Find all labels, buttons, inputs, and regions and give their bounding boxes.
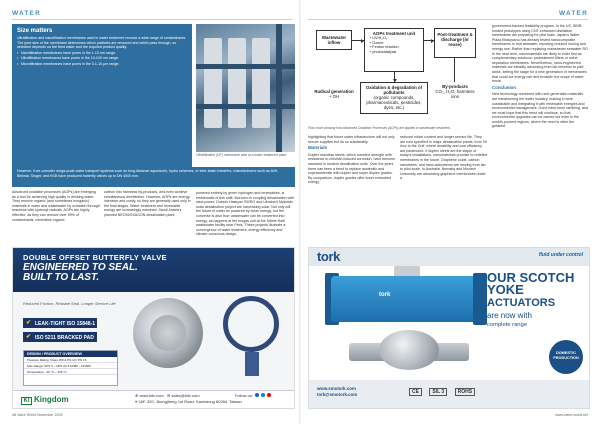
paragraph: government-backed feasibility program. In the US, SBIR-funded prototypes using CNT-enhanced distillation membranes are preparing for pilot trials. Japan's Water Plaza Kitakyushu has already tested nanocomposite membranes in real seawater, reporting reduced fouling and energy use. Rather than replacing mainstream seawater RO in the near term, nanomaterials are likely to enter first as complementary solutions: pretreatment filters or niche separation membranes. Nevertheless, nano-engineered materials are steadily advancing from lab benches to pilot tanks, setting the stage for a new generation of membranes that could cut energy use and broaden the scope of water reuse. (492, 24, 588, 84)
table-row: Pressure Rating: Class 150 & PN 10 / PN 16 (24, 357, 117, 363)
ad-website-link[interactable]: www.kifc.com (139, 393, 164, 398)
section-rule-left (12, 19, 292, 20)
tork-subline: are now with (487, 311, 532, 320)
flow-arrow (454, 58, 455, 82)
sidebar-intro: Ultrafiltration and nanofiltration membranes used in water treatment remove a wide range of contaminants. The pore size of the membrane determines which particles are removed and which pass through, so selection depends on the feed water and the required product quality. (17, 36, 187, 50)
photo-caption: Ultrafiltration (UF) membrane skid at a water treatment plant. (196, 153, 288, 157)
badge-label: ISO 5211 BRACKED PAD (35, 334, 94, 341)
table-row: Size Range: NPS 3 ~ NPS 24 & DN80 ~ DN600 (24, 363, 117, 369)
sidebar-title: Size matters (17, 28, 53, 34)
box-title: Post-treatment & discharge (or reuse) (437, 32, 473, 47)
body-column (196, 168, 295, 245)
kingdom-logo-mark: KI (21, 397, 32, 405)
mail-icon: ✉ (167, 393, 172, 398)
body-column (492, 24, 589, 245)
post-treatment-box (434, 28, 476, 58)
body-column (400, 135, 488, 245)
arrow-head (393, 79, 397, 82)
aop-flowchart (308, 24, 478, 124)
domestic-production-badge: DOMESTIC PRODUCTION (549, 340, 583, 374)
ad-tagline-line: BUILT TO LAST. (23, 272, 100, 283)
aops-unit-box (364, 28, 424, 72)
uf-membrane-photo (196, 24, 295, 152)
actuator-end-cap (473, 273, 487, 325)
page-folio-right: www.valve-world.net (555, 413, 588, 417)
address-text: 16F, 320, Jhongjheng 1st Road, Kaohsiung 80284, Taiwan (138, 398, 242, 404)
check-icon: ✔ (26, 334, 32, 340)
by-products-box (434, 82, 476, 110)
box-item: + UV/H₂O₂ (369, 36, 388, 40)
paragraph: carbon into harmless by-products, and even achieve simultaneous disinfection. However, AOPs are energy-intensive and costly, so they are generally used only in the final stages. Water treatment and renewable energy are increasingly entwined. Saudi Arabia's planned NEOM/OXAGON desalination plant, (104, 190, 191, 217)
ad-subtag: Reduced Friction, Reliable Seal, Longer Service Life (23, 301, 116, 306)
arrow-head (431, 39, 434, 43)
linkedin-icon[interactable] (255, 393, 259, 397)
kingdom-brand: Kingdom (34, 395, 69, 404)
sidebar-bullet: • Ultrafiltration membranes have pores in the 10-100 nm range. (17, 56, 187, 61)
box-item: + photocatalysis (369, 49, 397, 54)
box-title: Wastewater inflow (321, 35, 347, 45)
table-title: DESIGN / PRODUCT OVERVIEW (24, 351, 117, 357)
photo-tank (204, 38, 222, 128)
kingdom-logo (21, 395, 69, 405)
box-title: Oxidation & degradation of pollutants (365, 85, 423, 95)
paragraph: New technology combined with next-generation materials are transforming the water industry, making it more sustainable and integrating it with renewable energies and environmental management. Gone have been rambling, and we must hope that this trend will continue, so that environmental upgrades can be carried out even in the world's poorest regions, where the need is often the greatest. (492, 92, 588, 129)
sidebar-bullet: • Microfiltration membranes have pores in the 0.1-10 µm range. (17, 62, 187, 67)
tork-subline-range: complete range (487, 322, 527, 328)
ad-headline: DOUBLE OFFSET BUTTERFLY VALVE (23, 253, 167, 262)
ad-contact (135, 393, 242, 404)
valve-gearbox (245, 352, 259, 376)
conclusion-heading: Conclusion (492, 84, 516, 90)
tork-website-link[interactable]: www.smotork.com (317, 386, 356, 391)
kingdom-valve-ad[interactable] (12, 247, 295, 409)
diagram-caption: Flow chart showing how Advanced Oxidation Processes (AOPs) are applied in wastewater treatment. (308, 126, 451, 130)
globe-icon: ⊕ (135, 393, 140, 398)
rohs-mark: ROHS (455, 388, 475, 396)
page-folio-left: 48 Valve World November 2025 (12, 413, 63, 417)
facebook-icon[interactable] (261, 393, 265, 397)
tork-actuator-ad[interactable] (308, 247, 590, 409)
tork-tagline: fluid under control (538, 252, 583, 258)
youtube-icon[interactable] (267, 393, 271, 397)
leak-tight-badge (23, 318, 97, 328)
sidebar-bullets (17, 51, 187, 67)
box-title: AOPs treatment unit (372, 31, 416, 36)
scotch-yoke-actuator-image (331, 276, 481, 322)
ad-footer (13, 390, 295, 409)
tork-logo: tork (317, 249, 340, 264)
ad-tagline-line: ENGINEERED TO SEAL. (23, 262, 138, 273)
paragraph: reduced nickel content and longer service life. They are now specified in major desalination plants, from Tel Aviv to the Gulf, where durability and cost efficiency are paramount. If duplex steels are the staple of today's installations, nanomaterials promise to redefine membranes in the future. Graphene oxide, carbon nanotubes, and nano-adsorbents are moving from lab to pilot scale. In Australia, Nematiq and Monash University are advancing graphene membranes under a (400, 135, 488, 181)
box-item: + Fenton reaction (369, 45, 399, 50)
materials-heading: Materials (308, 145, 328, 151)
tork-headline: OUR SCOTCH YOKE (487, 270, 575, 297)
body-column (12, 190, 100, 245)
tork-email-link[interactable]: tork@smotork.com (317, 392, 358, 397)
sidebar-wide-text: However, if we consider mega-scale water transport systems such as long-distance aqueducts, hydro schemes, or inter-basin transfers, manufacturers such as AVK, Belimai, Singer, and KSB have produced butterfly valves up to DN 4000 mm. (12, 167, 295, 187)
check-icon: ✔ (26, 320, 32, 326)
ad-tagline (23, 263, 138, 283)
box-sub: CO₂, H₂O, harmless ions (435, 89, 475, 99)
sil-mark: SIL 3 (429, 388, 447, 396)
actuator-label: tork (379, 292, 391, 298)
ce-mark: CE (409, 388, 422, 396)
certification-row (409, 388, 481, 396)
radical-generation-box (314, 86, 354, 110)
sidebar-text (17, 36, 187, 67)
wastewater-inflow-box (316, 30, 352, 50)
social-links (235, 393, 271, 398)
page-fold (299, 0, 301, 424)
paragraph: highlighting that future water infrastructure will not only secure supplies but do so sustainably. (308, 135, 395, 144)
table-row: Temperature: -29 °C ~ 230 °C (24, 369, 117, 375)
valve-disc (150, 315, 186, 351)
badge-label: LEAK-TIGHT ISO 15848-1 (35, 320, 96, 327)
arrow-head (361, 39, 364, 43)
design-overview-table (23, 350, 118, 386)
box-item: + Ozone (369, 40, 384, 45)
body-column (308, 135, 396, 245)
paragraph: Duplex stainless steels, which combine strength with resistance to chloride-induced corrosion, have become standard in modern desalination units. Over the years there has been a trend to replace austenitic and superaustenitic with duplex and super duplex grades. By comparison, duplex grades offer lower embodied energy, (308, 152, 396, 185)
contact-address (135, 399, 242, 405)
tork-headline-actuators: ACTUATORS (487, 297, 556, 309)
ad-email-link[interactable]: sales@kifc.com (171, 393, 200, 398)
box-title: By-products (442, 84, 468, 89)
section-label-right: WATER (559, 10, 588, 17)
section-label-left: WATER (12, 10, 41, 17)
photo-tank (252, 38, 270, 128)
box-title: Radical generation (314, 89, 354, 94)
section-rule-right (308, 19, 588, 20)
ball-valve-image (379, 330, 439, 370)
paragraph: Advanced oxidation processes (AOPs) are emerging as a tool for achieving high quality in drinking water. They remove organic (and sometimes inorganic) materials in water and wastewater by oxidation through reactions with hydroxyl radicals. AOPs are highly effective, as they can remove over 99% of contaminants, mineralise organic (12, 190, 100, 222)
follow-label: Follow us: (235, 393, 254, 398)
photo-pipe (276, 24, 282, 152)
iso-bracket-badge (23, 332, 97, 342)
sidebar-bullet: • Nanofiltration membranes have pores in the 1-10 nm range. (17, 51, 187, 56)
valve-handwheel (223, 296, 279, 352)
box-sub: + OH (328, 94, 340, 99)
tork-contact (317, 386, 357, 398)
oxidation-box (360, 82, 428, 114)
size-matters-sidebar (12, 24, 192, 167)
paragraph: powered entirely by green hydrogen and renewables, is emblematic of this shift. Morocco is coupling desalination with wind power; Dubai's Hassyan SWRO and Ukraine's Mykolaiv solar desalination project are harnessing solar. Not only will the future of water be powered by clean energy, but the converse is also true: wastewater can be converted into energy, as happens at the biogas unit at the Saline Haiti wastewater facility near Paris. These projects illustrate a convergence of water treatment, energy efficiency and climate-conscious design, (196, 191, 294, 237)
photo-tank (228, 38, 246, 128)
location-pin-icon: ⌖ (135, 398, 139, 404)
body-column (104, 190, 192, 245)
box-sub: (organic compounds, pharmaceuticals, pesticides, dyes, etc.) (366, 95, 422, 110)
